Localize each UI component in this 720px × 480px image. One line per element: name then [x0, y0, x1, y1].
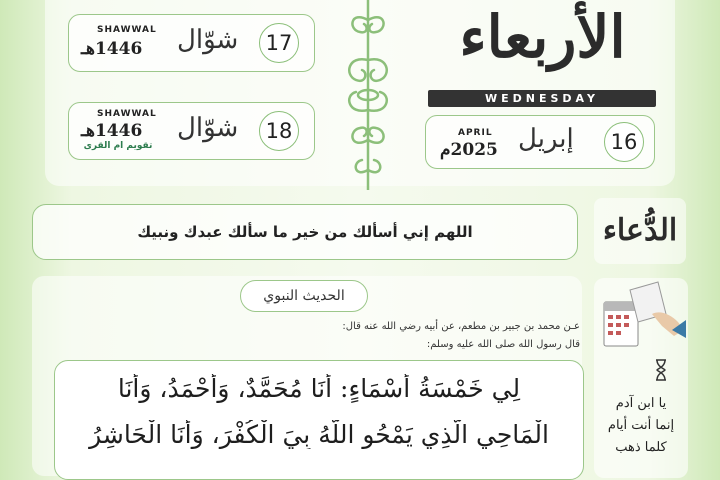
- hijri-month-arabic-2: شوّال: [177, 113, 239, 143]
- hijri-month-english-1: SHAWWAL: [97, 25, 157, 35]
- hadith-text-line-2: الْمَاحِي الَّذِي يَمْحُو اللَّهُ بِيَ الْكُفْرَ، وَأَنَا الْحَاشِرُ: [89, 420, 549, 449]
- hijri-day-number-2: 18: [259, 111, 299, 151]
- hadith-heading: الحديث النبوي: [263, 288, 345, 304]
- gregorian-day-number: 16: [604, 122, 644, 162]
- gregorian-year: 2025م: [440, 140, 498, 160]
- hourglass-icon: [650, 358, 672, 382]
- calendar-name: تقويم ام القرى: [83, 141, 153, 151]
- side-note-line-1: يا ابن آدم: [615, 396, 667, 411]
- gregorian-date-box: [425, 115, 655, 169]
- gregorian-month-arabic: إبريل: [518, 124, 574, 154]
- side-note-line-3: كلما ذهب: [615, 440, 667, 455]
- hijri-year-2: 1446هـ: [81, 121, 143, 141]
- dua-box: [32, 204, 578, 260]
- hijri-day-number-1: 17: [259, 23, 299, 63]
- day-name-english: WEDNESDAY: [485, 92, 599, 105]
- ornament-decoration: [338, 0, 398, 190]
- dua-heading: الدُّعاء: [594, 198, 686, 264]
- hijri-month-arabic-1: شوّال: [177, 25, 239, 55]
- day-name-arabic: الأربعاء: [459, 3, 626, 71]
- hijri-year-1: 1446هـ: [81, 39, 143, 59]
- calendar-hand-illustration: [600, 280, 686, 356]
- gregorian-month-english: APRIL: [458, 128, 493, 138]
- hijri-date-box-2: [68, 102, 315, 160]
- hijri-date-box-1: [68, 14, 315, 72]
- hadith-intro-line-2: قال رسول الله صلى الله عليه وسلم:: [426, 339, 580, 350]
- dua-text: اللهم إني أسألك من خير ما سألك عبدك ونبيك: [137, 223, 473, 241]
- hadith-intro-line-1: عـن محمد بن جبير بن مطعم، عن أبيه رضي الله عنه قال:: [342, 321, 580, 332]
- hadith-text-line-1: لِي خَمْسَةُ أَسْمَاءٍ: أَنَا مُحَمَّدٌ، وَأَحْمَدُ، وَأَنَا: [117, 374, 521, 403]
- side-note-line-2: إنما أنت أيام: [607, 418, 675, 433]
- hijri-month-english-2: SHAWWAL: [97, 109, 157, 119]
